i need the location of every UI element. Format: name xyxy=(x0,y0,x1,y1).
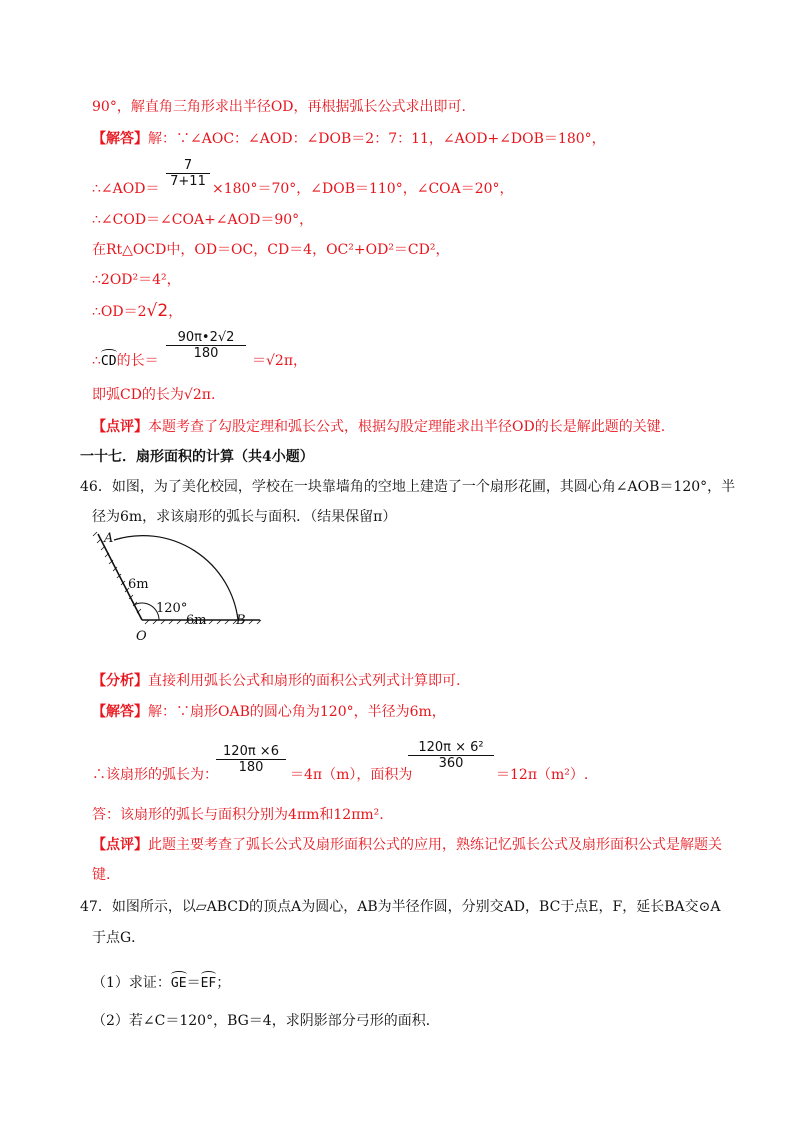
arc-cd-symbol: CD xyxy=(100,354,117,369)
arc-cd-result: ＝√2π， xyxy=(252,353,308,369)
solution-45-line7: ∴CD的长＝ xyxy=(92,353,159,369)
arc-length-text: 的长＝ xyxy=(116,353,159,369)
fraction-arc-cd xyxy=(166,330,246,361)
part1-suffix: ； xyxy=(216,975,231,991)
solution-45-line3: ∴∠COD＝∠COA+∠AOD＝90°， xyxy=(92,212,314,228)
q46-comment-line2: 键. xyxy=(92,867,111,883)
angle-label: 120° xyxy=(156,601,188,616)
point-a-label: A xyxy=(104,531,114,546)
fraction-numerator: 120π ×6 xyxy=(223,744,279,759)
q47-text-line2: 于点G． xyxy=(92,930,146,946)
fraction-7-over-18 xyxy=(166,158,210,189)
q47-text-line1: 47．如图所示，以▱ABCD的顶点A为圆心，AB为半径作圆，分别交AD，BC于点E，F，延长BA交⊙A xyxy=(80,899,721,915)
solution-45-line6 xyxy=(92,302,182,321)
solution-45-line4: 在Rt△OCD中，OD＝OC，CD＝4，OC²+OD²＝CD²， xyxy=(92,242,450,258)
comment-label: 【点评】 xyxy=(92,837,148,853)
sqrt-two: √2 xyxy=(146,301,169,321)
q47-part2: （2）若∠C＝120°，BG＝4，求阴影部分弓形的面积． xyxy=(92,1013,440,1029)
q47-part1 xyxy=(92,974,230,993)
fraction-denominator: 180 xyxy=(193,346,219,361)
q46-analysis xyxy=(92,672,460,690)
arc-length-result: ＝4π（m），面积为 xyxy=(290,767,413,783)
solution-45-line2-prefix: ∴∠AOD＝ xyxy=(92,181,160,197)
comment-text: 此题主要考查了弧长公式及扇形面积公式的应用，熟练记忆弧长公式及扇形面积公式是解题关 xyxy=(148,837,722,853)
answer-text: 解：∵扇形OAB的圆心角为120°，半径为6m， xyxy=(148,704,446,720)
arc-equals: ＝ xyxy=(186,975,201,991)
sector-figure xyxy=(90,528,270,648)
solution-45-line5: ∴2OD²＝4²， xyxy=(92,272,181,288)
answer-label: 【解答】 xyxy=(92,704,148,720)
area-result: ＝12π（m²）. xyxy=(496,767,589,783)
solution-45-line2-suffix: ×180°＝70°，∠DOB＝110°，∠COA＝20°， xyxy=(212,181,514,197)
q46-comment xyxy=(92,836,722,854)
radius-ob-label: 6m xyxy=(186,613,207,628)
fraction-numerator: 120π × 6² xyxy=(418,740,484,755)
solution-text: 解：∵∠AOC：∠AOD：∠DOB＝2：7：11，∠AOD+∠DOB＝180°， xyxy=(148,131,606,147)
fraction-sector-area xyxy=(408,740,494,771)
point-b-label: B xyxy=(236,613,246,628)
fraction-denominator: 7+11 xyxy=(170,174,206,189)
part1-prefix: （1）求证： xyxy=(92,975,171,991)
q46-text-line1: 46．如图，为了美化校园，学校在一块靠墙角的空地上建造了一个扇形花圃，其圆心角∠AOB＝120°，半 xyxy=(80,479,736,495)
analysis-tail: 90°，解直角三角形求出半径OD，再根据弧长公式求出即可. xyxy=(92,99,466,115)
comment-text: 本题考查了勾股定理和弧长公式，根据勾股定理能求出半径OD的长是解此题的关键. xyxy=(148,419,666,435)
section-title: 一十七．扇形面积的计算（共4小题） xyxy=(80,449,314,465)
analysis-label: 【分析】 xyxy=(92,673,148,689)
q46-final-answer: 答：该扇形的弧长与面积分别为4πm和12πm². xyxy=(92,807,384,823)
fraction-arc-length xyxy=(216,744,286,775)
fraction-numerator: 7 xyxy=(183,158,193,173)
radius-oa-label: 6m xyxy=(128,577,149,592)
comment-45 xyxy=(92,418,665,436)
solution-label: 【解答】 xyxy=(92,131,148,147)
solution-45-line8: 即弧CD的长为√2π. xyxy=(92,387,216,403)
line6-prefix: ∴OD＝2 xyxy=(92,304,147,320)
arc-ef-symbol: EF xyxy=(200,976,217,991)
solution-45-line1 xyxy=(92,130,606,148)
q46-answer-line1 xyxy=(92,703,446,721)
comment-label: 【点评】 xyxy=(92,419,148,435)
fraction-denominator: 360 xyxy=(438,756,464,771)
q46-text-line2: 径为6m，求该扇形的弧长与面积．（结果保留π） xyxy=(92,509,397,525)
fraction-numerator: 90π•2√2 xyxy=(177,330,235,345)
arc-length-prefix: ∴该扇形的弧长为： xyxy=(92,767,218,783)
fraction-denominator: 180 xyxy=(238,760,264,775)
line6-suffix: ， xyxy=(168,304,183,320)
point-o-label: O xyxy=(136,629,147,644)
analysis-text: 直接利用弧长公式和扇形的面积公式列式计算即可. xyxy=(148,673,461,689)
arc-ge-symbol: GE xyxy=(170,976,187,991)
